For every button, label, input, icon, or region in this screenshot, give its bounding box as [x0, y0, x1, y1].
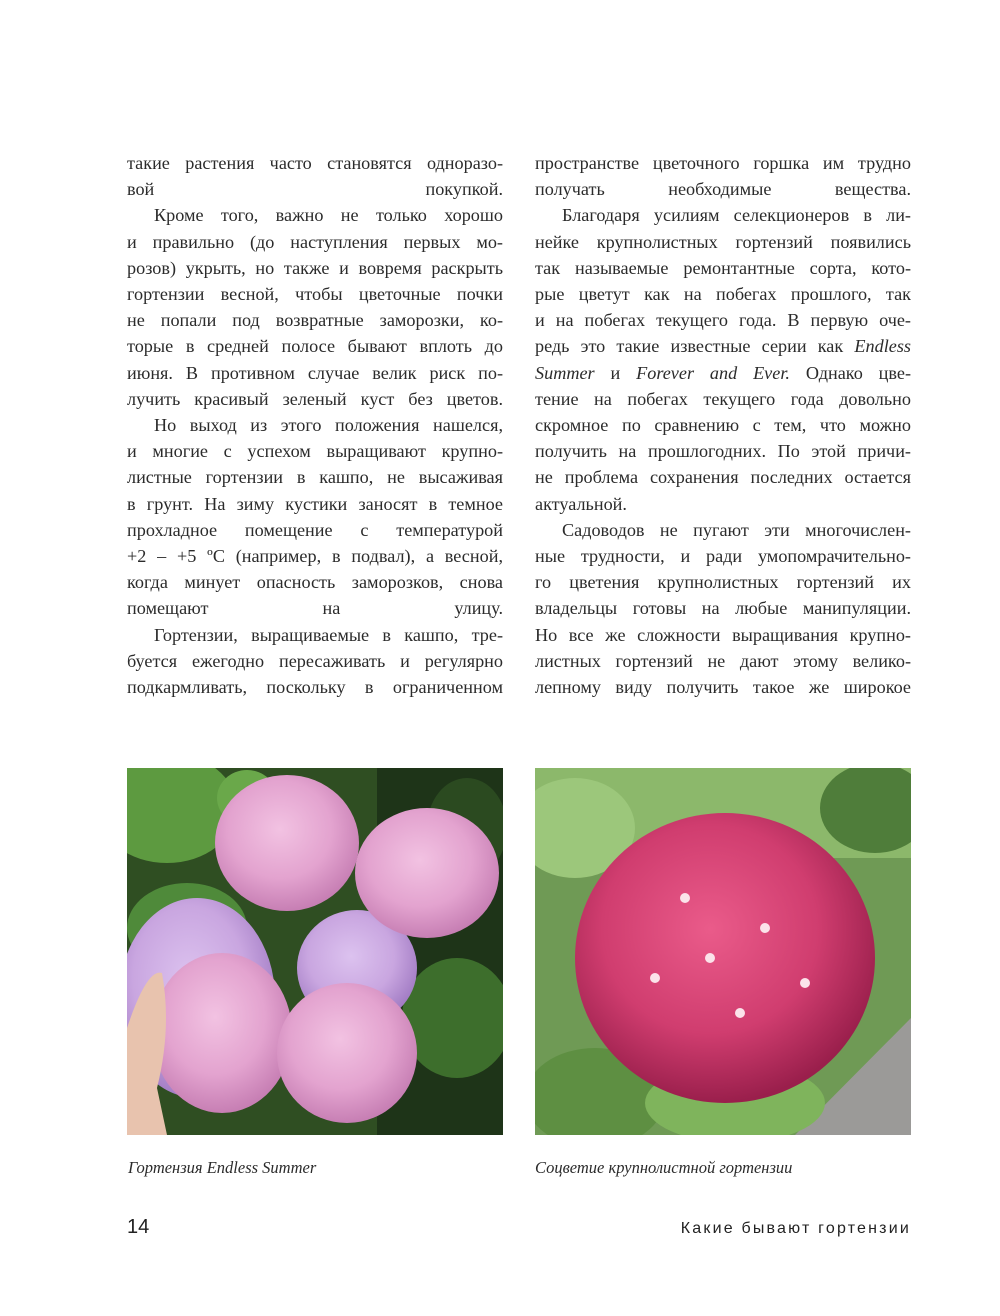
- text-line: и: [610, 362, 621, 383]
- text-line: нейке крупнолистных гортензий появились: [535, 231, 911, 252]
- photo-caption: Соцветие крупнолистной гортензии: [535, 1158, 793, 1177]
- text-line: лепному виду получить такое же широкое: [535, 677, 911, 698]
- series-name: Summer: [535, 362, 595, 383]
- paragraph: [535, 202, 911, 516]
- paragraph: [535, 517, 911, 700]
- photo-caption: Гортензия Endless Summer: [128, 1158, 317, 1177]
- text-line: +2 – +5 ºC (например, в подвал), а весной,: [127, 546, 503, 567]
- photo-hydrangea-inflorescence: [535, 768, 911, 1135]
- text-line: и на побегах текущего года. В первую оче-: [535, 310, 911, 331]
- text-line: в грунт. На зиму кустики заносят в темное: [127, 493, 503, 514]
- text-line: Кроме того, важно не только хорошо: [154, 205, 503, 226]
- text-line: прохладное помещение с температурой: [127, 519, 503, 540]
- text-line: Гортензии, выращиваемые в кашпо, тре-: [154, 624, 503, 645]
- text-line: скромное по сравнению с тем, что можно: [535, 415, 911, 436]
- text-line: владельцы готовы на любые манипуляции.: [535, 598, 911, 619]
- text-column-right: [535, 150, 911, 700]
- paragraph: [127, 622, 503, 701]
- text-line: редь это такие известные серии как: [535, 336, 844, 357]
- paragraph: [127, 202, 503, 412]
- text-line: торые в средней полосе бывают вплоть до: [127, 336, 503, 357]
- text-line: когда минует опасность заморозков, снова: [127, 572, 503, 593]
- text-line: такие растения часто становятся одноразо-: [127, 153, 503, 173]
- paragraph: [127, 150, 503, 202]
- text-line: вой покупкой.: [127, 179, 503, 200]
- text-line: Садоводов не пугают эти многочислен-: [562, 519, 911, 540]
- series-name: Forever and Ever.: [636, 362, 790, 383]
- text-line: июня. В противном случае велик риск по-: [127, 362, 503, 383]
- text-line: помещают на улицу.: [127, 598, 503, 619]
- photo-endless-summer-hydrangea: [127, 768, 503, 1135]
- text-line: ные трудности, и ради умопомрачительно-: [535, 546, 911, 567]
- text-line: не попали под возвратные заморозки, ко-: [127, 310, 503, 331]
- text-line: получать необходимые вещества.: [535, 179, 911, 200]
- text-line: гортензии весной, чтобы цветочные почки: [127, 284, 503, 305]
- text-line: рые цветут как на побегах прошлого, так: [535, 284, 911, 305]
- paragraph: [535, 150, 911, 202]
- page-number: 14: [127, 1216, 150, 1238]
- text-line: не проблема сохранения последних остается: [535, 467, 911, 488]
- running-title: Какие бывают гортензии: [680, 1220, 911, 1237]
- text-line: актуальной.: [535, 493, 627, 514]
- text-line: буется ежегодно пересаживать и регулярно: [127, 650, 503, 671]
- text-line: тение на побегах текущего года довольно: [535, 388, 911, 409]
- text-column-left: [127, 150, 503, 700]
- text-line: и правильно (до наступления первых мо-: [127, 231, 503, 252]
- text-line: го цветения крупнолистных гортензий их: [535, 572, 911, 593]
- text-line: Благодаря усилиям селекционеров в ли-: [562, 205, 911, 226]
- series-name: Endless: [854, 336, 912, 357]
- text-line: подкармливать, поскольку в ограниченном: [127, 677, 503, 698]
- paragraph: [127, 412, 503, 622]
- text-line: так называемые ремонтантные сорта, кото-: [535, 257, 911, 278]
- text-line: Однако цве-: [805, 362, 912, 383]
- text-line: листных гортензий не дают этому велико-: [535, 650, 911, 671]
- text-line: получить на прошлогодних. По этой причи-: [535, 441, 911, 462]
- text-line: Но выход из этого положения нашелся,: [154, 415, 503, 436]
- text-line: лучить красивый зеленый куст без цветов.: [127, 388, 503, 409]
- text-line: Но все же сложности выращивания крупно-: [535, 624, 911, 645]
- text-line: и многие с успехом выращивают крупно-: [127, 441, 503, 462]
- text-line: розов) укрыть, но также и вовремя раскрыть: [127, 257, 503, 278]
- text-line: листные гортензии в кашпо, не высаживая: [127, 467, 503, 488]
- text-line: пространстве цветочного горшка им трудно: [535, 153, 911, 173]
